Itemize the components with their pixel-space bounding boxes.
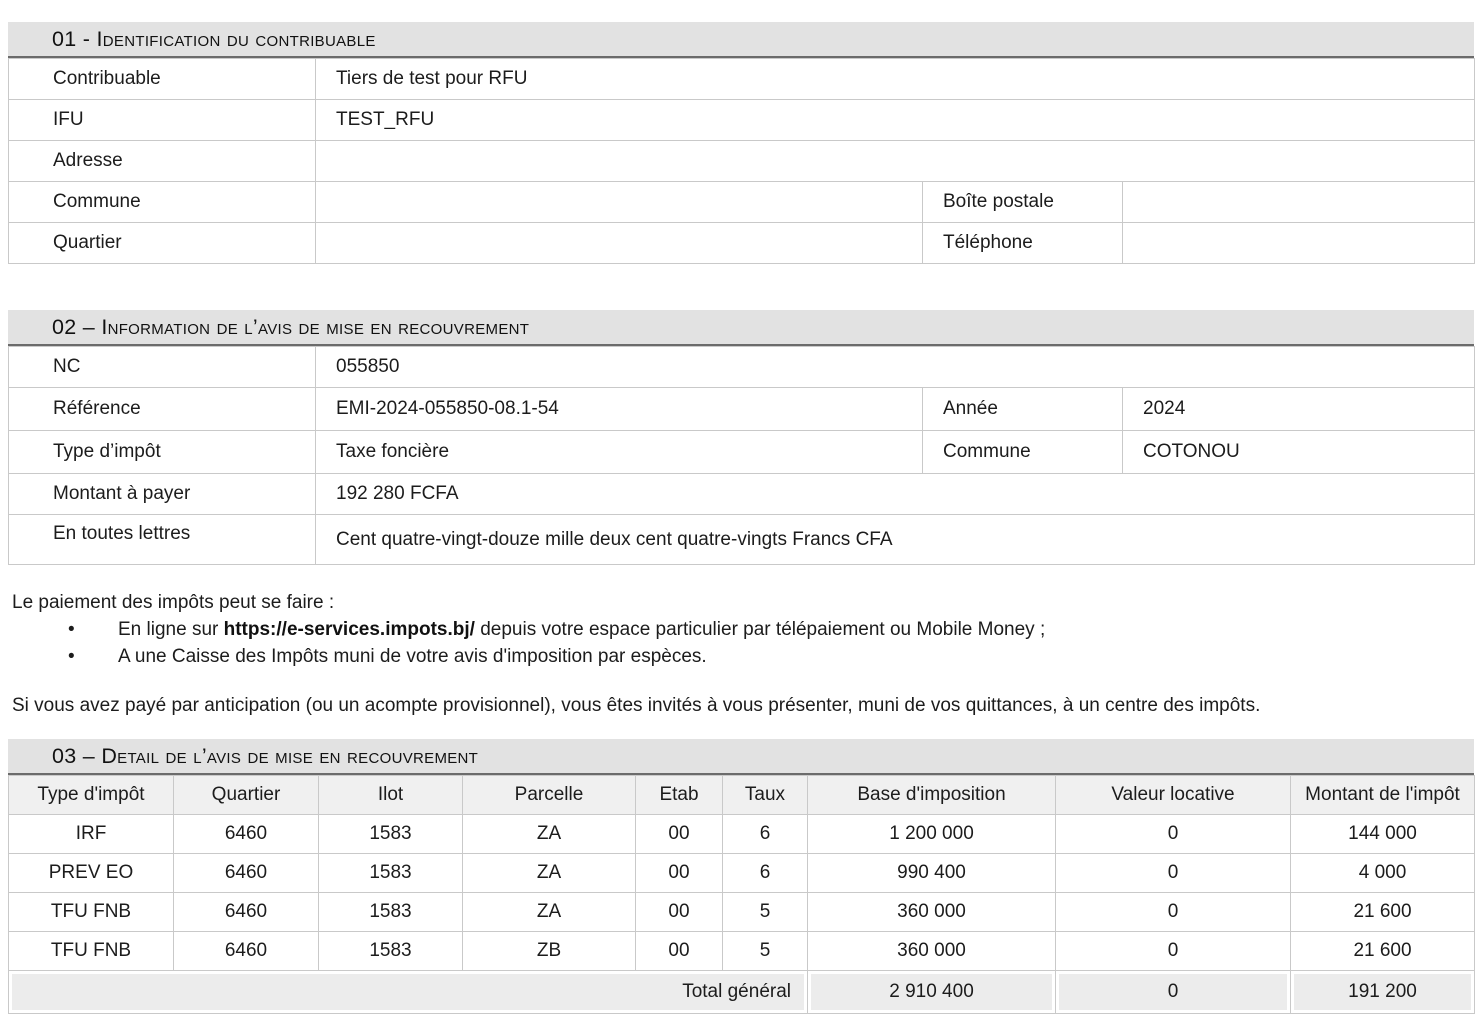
cell: 21 600: [1291, 932, 1475, 971]
table-row: [9, 388, 1475, 431]
quartier-label: Quartier: [9, 223, 316, 264]
section2-title: 02 – Information de l’avis de mise en recouvrement: [52, 314, 530, 339]
table-row: [9, 854, 1475, 893]
table-row: [9, 223, 1475, 264]
cell: 1583: [319, 854, 463, 893]
table-row: [9, 347, 1475, 388]
cell: 00: [636, 815, 723, 854]
cell: 4 000: [1291, 854, 1475, 893]
section3-header: [8, 739, 1474, 775]
commune-label: Commune: [9, 182, 316, 223]
montant-value: 192 280 FCFA: [316, 474, 1475, 515]
payment-online-post: depuis votre espace particulier par télépaiement ou Mobile Money ;: [474, 619, 1046, 640]
section-identification: [8, 22, 1474, 264]
cell: IRF: [9, 815, 174, 854]
telephone-value: [1123, 223, 1475, 264]
section2-header: [8, 310, 1474, 346]
col-parcelle: Parcelle: [463, 776, 636, 815]
cell: 6: [723, 815, 808, 854]
table-row: [9, 141, 1475, 182]
montant-label: Montant à payer: [9, 474, 316, 515]
cell: 1583: [319, 932, 463, 971]
boite-postale-label: Boîte postale: [923, 182, 1123, 223]
list-item: [68, 643, 1474, 670]
table-row: [9, 474, 1475, 515]
cell: ZA: [463, 815, 636, 854]
telephone-label: Téléphone: [923, 223, 1123, 264]
cell: 6460: [174, 854, 319, 893]
reference-label: Référence: [9, 388, 316, 431]
cell: 6460: [174, 932, 319, 971]
cell: 00: [636, 893, 723, 932]
cell: 5: [723, 932, 808, 971]
quartier-value: [316, 223, 923, 264]
cell: 5: [723, 893, 808, 932]
cell: 360 000: [808, 932, 1056, 971]
section1-header: [8, 22, 1474, 58]
col-type-impot: Type d'impôt: [9, 776, 174, 815]
bullet-icon: •: [68, 646, 75, 667]
commune-avis-value: COTONOU: [1123, 431, 1475, 474]
cell: 6460: [174, 893, 319, 932]
table-row: [9, 893, 1475, 932]
cell: 6460: [174, 815, 319, 854]
cell: 1583: [319, 815, 463, 854]
nc-label: NC: [9, 347, 316, 388]
adresse-label: Adresse: [9, 141, 316, 182]
cell: 0: [1056, 815, 1291, 854]
total-base-imposition: 2 910 400: [808, 971, 1056, 1014]
en-toutes-lettres-value: Cent quatre-vingt-douze mille deux cent quatre-vingts Francs CFA: [316, 515, 1475, 565]
section-avis-information: [8, 310, 1474, 565]
total-general-label: Total général: [9, 971, 808, 1014]
cell: ZA: [463, 893, 636, 932]
cell: 0: [1056, 893, 1291, 932]
total-row: [9, 971, 1475, 1014]
col-valeur-locative: Valeur locative: [1056, 776, 1291, 815]
table-row: [9, 932, 1475, 971]
cell: ZB: [463, 932, 636, 971]
commune-avis-label: Commune: [923, 431, 1123, 474]
table-row: [9, 182, 1475, 223]
section1-title: 01 - Identification du contribuable: [52, 26, 376, 51]
annee-value: 2024: [1123, 388, 1475, 431]
e-services-url-link[interactable]: https://e-services.impots.bj/: [223, 619, 475, 640]
cell: 6: [723, 854, 808, 893]
cell: 360 000: [808, 893, 1056, 932]
contribuable-value: Tiers de test pour RFU: [316, 59, 1475, 100]
col-etab: Etab: [636, 776, 723, 815]
payment-online-text: [118, 616, 1045, 643]
col-taux: Taux: [723, 776, 808, 815]
ifu-value: TEST_RFU: [316, 100, 1475, 141]
cell: 0: [1056, 854, 1291, 893]
table-row: [9, 100, 1475, 141]
cell: 00: [636, 854, 723, 893]
cell: 990 400: [808, 854, 1056, 893]
table-row: [9, 515, 1475, 565]
cell: TFU FNB: [9, 893, 174, 932]
reference-value: EMI-2024-055850-08.1-54: [316, 388, 923, 431]
cell: 00: [636, 932, 723, 971]
nc-value: 055850: [316, 347, 1475, 388]
cell: PREV EO: [9, 854, 174, 893]
identification-table: [8, 58, 1475, 264]
cell: 0: [1056, 932, 1291, 971]
type-impot-value: Taxe foncière: [316, 431, 923, 474]
cell: 21 600: [1291, 893, 1475, 932]
cell: ZA: [463, 854, 636, 893]
annee-label: Année: [923, 388, 1123, 431]
col-base-imposition: Base d'imposition: [808, 776, 1056, 815]
commune-value: [316, 182, 923, 223]
section-detail: [8, 739, 1474, 1014]
col-ilot: Ilot: [319, 776, 463, 815]
adresse-value: [316, 141, 1475, 182]
col-quartier: Quartier: [174, 776, 319, 815]
total-montant-impot: 191 200: [1291, 971, 1475, 1014]
type-impot-label: Type d’impôt: [9, 431, 316, 474]
payment-online-pre: En ligne sur: [118, 619, 224, 640]
cell: 1 200 000: [808, 815, 1056, 854]
en-toutes-lettres-label: En toutes lettres: [9, 515, 316, 565]
list-item: [68, 616, 1474, 643]
payment-cash-text: A une Caisse des Impôts muni de votre avis d'imposition par espèces.: [118, 646, 707, 667]
table-row: [9, 431, 1475, 474]
cell: TFU FNB: [9, 932, 174, 971]
payment-intro: Le paiement des impôts peut se faire :: [12, 592, 335, 613]
total-valeur-locative: 0: [1056, 971, 1291, 1014]
cell: 1583: [319, 893, 463, 932]
anticipation-note: Si vous avez payé par anticipation (ou un acompte provisionnel), vous êtes invités à vous présenter, muni de vos quittances, à un centre des impôts.: [12, 695, 1261, 716]
table-row: [9, 59, 1475, 100]
bullet-icon: •: [68, 619, 75, 640]
ifu-label: IFU: [9, 100, 316, 141]
avis-information-table: [8, 346, 1475, 565]
cell: 144 000: [1291, 815, 1475, 854]
contribuable-label: Contribuable: [9, 59, 316, 100]
detail-header-row: [9, 776, 1475, 815]
table-row: [9, 815, 1475, 854]
detail-table: [8, 775, 1475, 1014]
boite-postale-value: [1123, 182, 1475, 223]
payment-info: [12, 589, 1474, 670]
section3-title: 03 – Detail de l’avis de mise en recouvrement: [52, 743, 479, 768]
col-montant-impot: Montant de l'impôt: [1291, 776, 1475, 815]
